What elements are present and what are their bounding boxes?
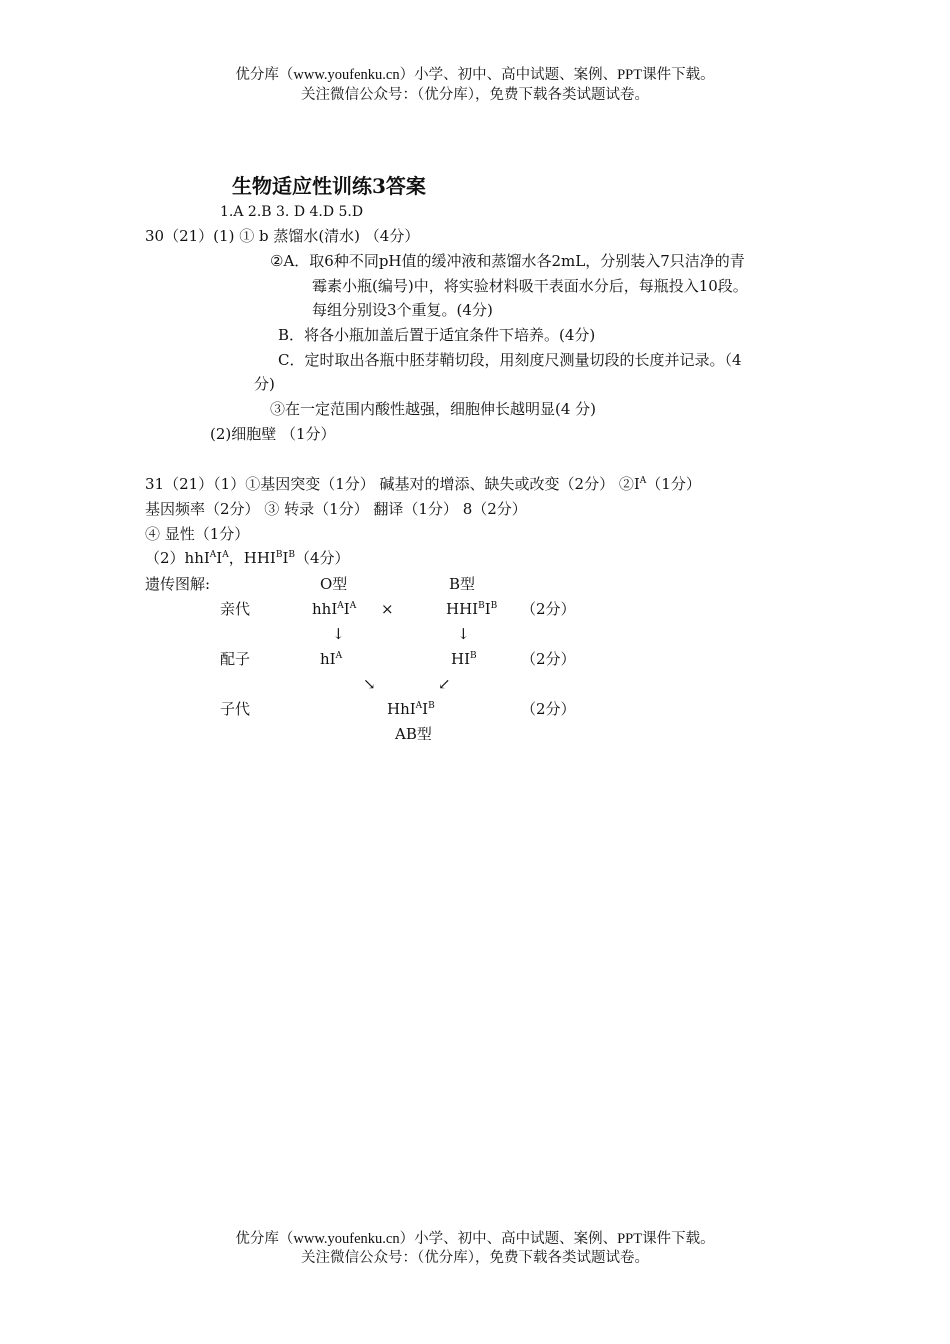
footer-line-2: 关注微信公众号：（优分库），免费下载各类试题试卷。 [301, 1250, 649, 1266]
offspring-label: 子代 [220, 700, 251, 718]
down-arrow-icon: ↓ [332, 625, 345, 643]
gamete-1: $hI^A$ [320, 650, 343, 668]
q30-line-6: C．定时取出各瓶中胚芽鞘切段，用刻度尺测量切段的长度并记录。（4 [278, 351, 742, 369]
footer-line-1: 优分库（www.youfenku.cn）小学、初中、高中试题、案例、PPT课件下载。 [235, 1231, 715, 1247]
choice-answers: 1.A 2.B 3. D 4.D 5.D [220, 204, 364, 220]
q30-line-1: 30（21）(1) ① b 蒸馏水(清水) （4分） [145, 227, 420, 245]
parents-score: （2分） [521, 600, 576, 618]
q31-line-1: 31（21）（1）①基因突变（1分） 碱基对的增添、缺失或改变（2分） $②I^A(1$分） [145, 475, 701, 493]
parent-1-genotype: $hhI^AI^A$ [312, 600, 357, 618]
q30-line-7: 分) [254, 375, 275, 393]
gametes-label: 配子 [220, 650, 251, 668]
down-arrow-icon: ↓ [457, 625, 470, 643]
header-line-1: 优分库（www.youfenku.cn）小学、初中、高中试题、案例、PPT课件下载。 [235, 67, 715, 83]
q31-line-3: ④ 显性（1分） [145, 525, 250, 543]
offspring-type: AB型 [395, 725, 432, 743]
q30-line-5: B．将各小瓶加盖后置于适宜条件下培养。(4分) [278, 326, 596, 344]
gamete-2: $HI^B$ [451, 650, 477, 668]
q31-line-2: 基因频率（2分） ③ 转录（1分） 翻译（1分） 8（2分） [145, 500, 527, 518]
type-o-label: O型 [320, 575, 348, 593]
q30-line-9: (2)细胞壁 （1分） [210, 425, 336, 443]
q30-line-2: ②A．取6种不同pH值的缓冲液和蒸馏水各2mL，分别装入7只洁净的青 [270, 252, 745, 270]
diagram-label: 遗传图解: [145, 575, 211, 593]
parent-2-genotype: $HHI^BI^B$ [446, 600, 498, 618]
gametes-score: （2分） [521, 650, 576, 668]
q30-line-4: 每组分别设3个重复。(4分) [312, 301, 493, 319]
q31-line-4: $(2)hhI^AI^A$，$HHI^BI^B(4$分） [145, 549, 350, 567]
page-title: 生物适应性训练3答案 [232, 174, 426, 198]
q30-line-8: ③在一定范围内酸性越强，细胞伸长越明显(4 分) [270, 400, 597, 418]
arrow-down-left-icon: ↙ [438, 675, 451, 693]
arrow-down-right-icon: ↘ [363, 675, 376, 693]
type-b-label: B型 [449, 575, 476, 593]
parents-label: 亲代 [220, 600, 251, 618]
offspring-genotype: $HhI^AI^B$ [387, 700, 435, 718]
cross-symbol: × [381, 600, 394, 618]
offspring-score: （2分） [521, 700, 576, 718]
q30-line-3: 霉素小瓶(编号)中，将实验材料吸干表面水分后，每瓶投入10段。 [312, 277, 748, 295]
header-line-2: 关注微信公众号：（优分库），免费下载各类试题试卷。 [301, 87, 649, 103]
